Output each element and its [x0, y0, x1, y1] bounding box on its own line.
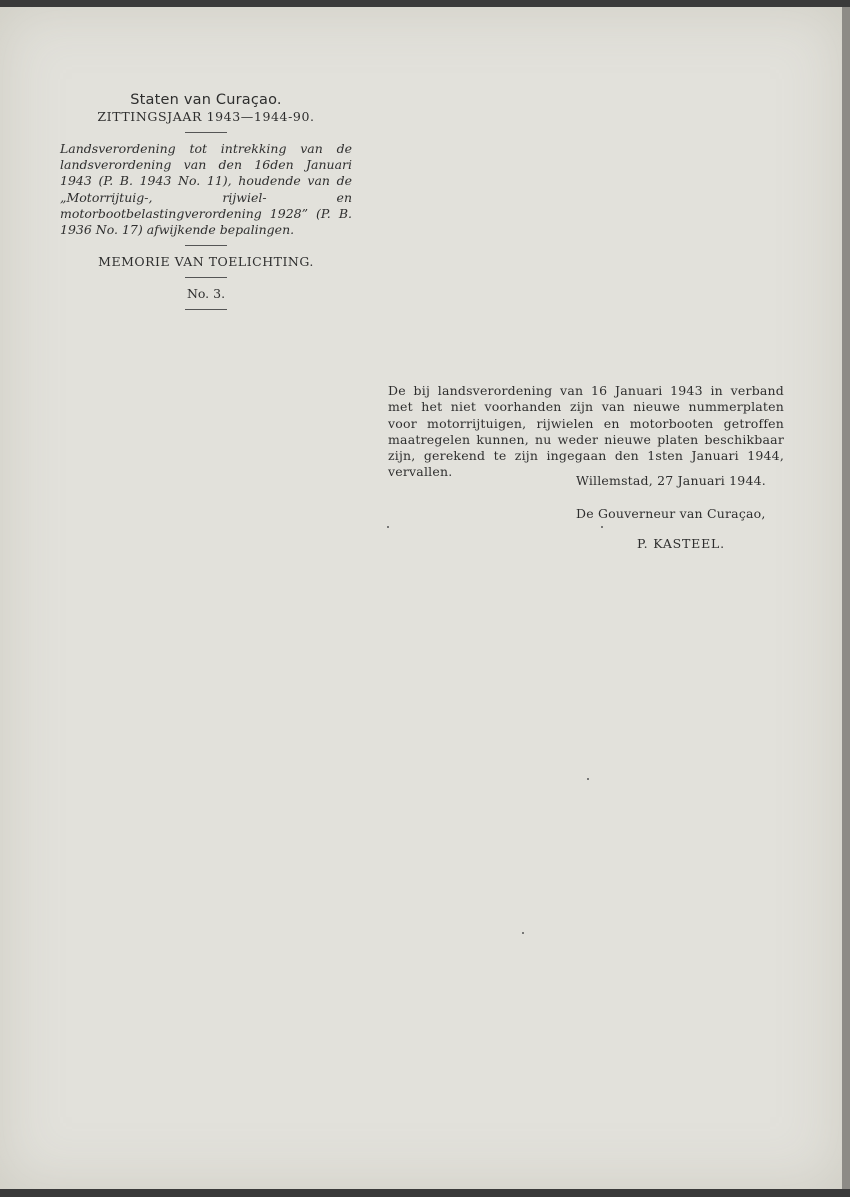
- divider-line: [185, 132, 227, 133]
- paper-speck: [587, 778, 589, 780]
- session-year: ZITTINGSJAAR 1943—1944-90.: [97, 109, 315, 124]
- governor-title: De Gouverneur van Curaçao,: [576, 506, 766, 521]
- place-date: Willemstad, 27 Januari 1944.: [576, 473, 766, 488]
- assembly-name: Staten van Curaçao.: [130, 92, 282, 108]
- paper-speck: [522, 932, 524, 934]
- paper-speck: [601, 526, 603, 528]
- divider-line: [185, 309, 227, 310]
- explanatory-paragraph: De bij landsverordening van 16 Januari 1943 in verband met het niet voorhanden zijn van nieuwe nummerplaten voor motorrijtuigen, rijwielen en motorbooten getroffen maatregelen kunnen, nu weder nieuwe platen beschikbaar zijn, gerekend te zijn ingegaan den 1sten Januari 1944, vervallen.: [388, 383, 784, 480]
- divider-line: [185, 245, 227, 246]
- ordinance-subject: Landsverordening tot intrekking van de landsverordening van den 16den Januari 1943 (P. B. 1943 No. 11), houdende van de „Motorrijtuig-, rijwiel- en motorbootbelastingverordening 1928” (P. B. 1936 No. 17) afwijkende bepalingen.: [60, 141, 352, 238]
- document-page: [0, 7, 842, 1189]
- paper-speck: [387, 526, 389, 528]
- document-type: MEMORIE VAN TOELICHTING.: [98, 254, 314, 270]
- page-edge-shadow: [842, 7, 850, 1189]
- document-number: No. 3.: [186, 286, 226, 302]
- divider-line: [185, 277, 227, 278]
- signatory-name: P. KASTEEL.: [637, 536, 725, 551]
- document-header: [60, 91, 352, 318]
